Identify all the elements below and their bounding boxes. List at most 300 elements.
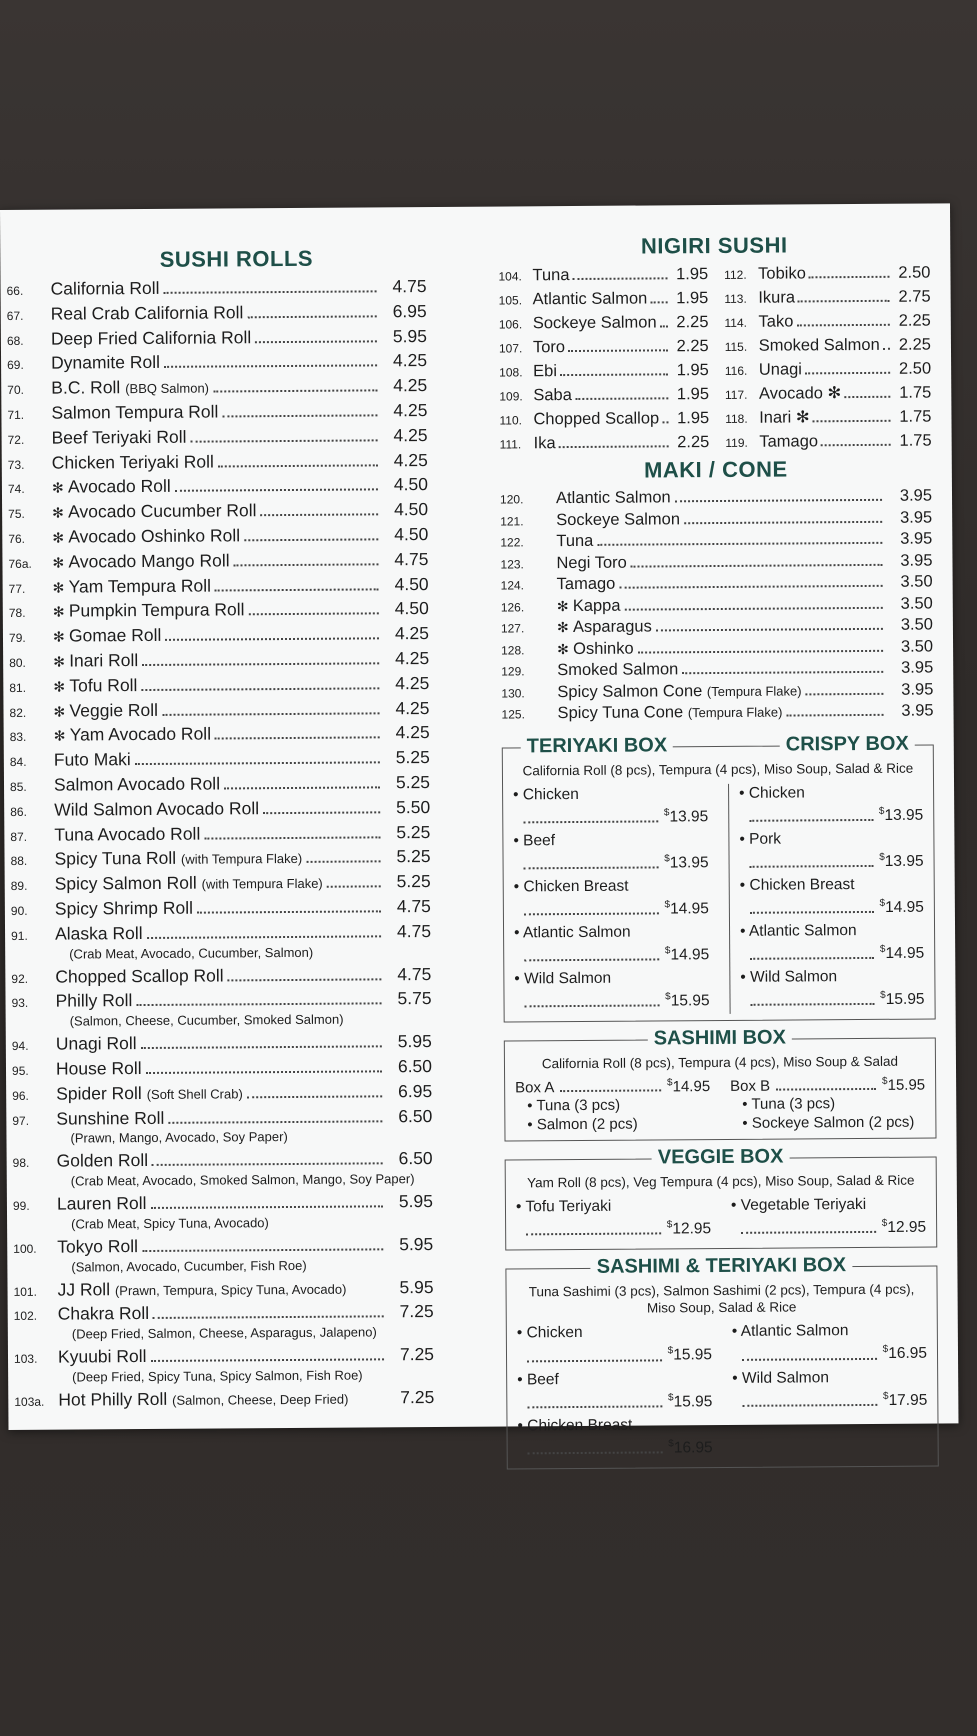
sashimi-teriyaki-box: [505, 1254, 938, 1469]
roll-number: 92.: [11, 971, 29, 986]
roll-number: 84.: [9, 754, 27, 770]
roll-name: Chakra Roll: [57, 1303, 150, 1325]
sushi-rolls-section: [6, 245, 434, 1414]
roll-name-wrap: [50, 277, 159, 301]
dot-leader: [190, 439, 377, 442]
nigiri-item: [499, 287, 709, 312]
roll-number: 93.: [11, 996, 29, 1011]
maki-item: [501, 679, 933, 704]
roll-price: 6.50: [398, 1148, 433, 1169]
roll-number: 89.: [10, 878, 28, 894]
roll-item: [14, 1386, 434, 1414]
nigiri-name: Unagi: [758, 360, 803, 379]
roll-name: Avocado Cucumber Roll: [68, 500, 257, 522]
dot-leader: [786, 714, 883, 717]
roll-price: 6.50: [397, 1055, 433, 1077]
sashimi-box-title: SASHIMI BOX: [648, 1027, 792, 1050]
maki-price: 3.95: [899, 486, 933, 505]
nigiri-name: Tobiko: [758, 264, 806, 283]
box-option: [514, 876, 709, 920]
dot-leader: [147, 935, 381, 939]
roll-name-wrap: [53, 624, 162, 649]
roll-number: 78.: [8, 606, 26, 621]
teriyaki-box-title: TERIYAKI BOX: [521, 734, 674, 758]
roll-name-wrap: [55, 922, 143, 945]
roll-item: [8, 424, 428, 452]
roll-name: Unagi Roll: [55, 1033, 137, 1054]
dot-leader: [638, 649, 883, 653]
nigiri-item: [499, 383, 709, 408]
dot-leader: [798, 300, 890, 303]
dot-leader: [175, 489, 378, 492]
vegetarian-icon: ✻: [53, 653, 65, 670]
roll-price: 4.25: [395, 647, 430, 669]
roll-number: 77.: [8, 581, 26, 596]
roll-price: 5.25: [395, 771, 431, 793]
roll-number: 66.: [6, 283, 24, 298]
dot-leader: [662, 421, 668, 423]
nigiri-item: [724, 286, 930, 311]
maki-item: [501, 657, 933, 682]
roll-number: 83.: [9, 730, 27, 745]
maki-price: 3.50: [900, 615, 933, 634]
roll-price: 5.95: [397, 1031, 432, 1052]
roll-item: [8, 523, 428, 551]
roll-number: 96.: [12, 1088, 29, 1103]
roll-name: Spicy Tuna Roll: [54, 848, 177, 869]
maki-item: [501, 571, 933, 596]
roll-description: (Prawn, Mango, Avocado, Soy Paper): [70, 1129, 288, 1146]
roll-number: 68.: [6, 333, 24, 348]
roll-item: [11, 963, 431, 991]
maki-name-wrap: [557, 616, 652, 637]
nigiri-name: Avocado ✻: [758, 384, 842, 403]
nigiri-number: 110.: [499, 413, 522, 428]
veggie-option: • Tofu Teriyaki $12.95: [515, 1198, 712, 1238]
veggie-box: [505, 1145, 938, 1251]
dot-leader: [675, 499, 882, 502]
dot-leader: [597, 542, 882, 546]
dot-leader: [249, 613, 379, 616]
roll-number: 103.: [13, 1352, 38, 1367]
roll-item: [12, 1080, 432, 1108]
box-b-item: • Sockeye Salmon (2 pcs): [742, 1113, 915, 1133]
roll-name-wrap: [54, 772, 220, 796]
nigiri-title: NIGIRI SUSHI: [640, 232, 788, 259]
roll-name-wrap: [52, 475, 171, 500]
teriyaki-box-options: [513, 784, 710, 1016]
roll-description: (Salmon, Cheese, Cucumber, Smoked Salmon): [69, 1011, 344, 1029]
roll-name: Tokyo Roll: [57, 1235, 139, 1257]
veggie-box-desc: Yam Roll (8 pcs), Veg Tempura (4 pcs), Miso Soup, Salad & Rice: [527, 1172, 915, 1191]
dot-leader: [656, 628, 883, 632]
maki-name: Spicy Tuna Cone: [557, 703, 684, 723]
roll-price: 7.25: [400, 1387, 435, 1408]
box-option: [517, 1322, 712, 1366]
dot-leader: [750, 957, 874, 960]
nigiri-name: Atlantic Salmon: [532, 289, 648, 309]
maki-name-wrap: [557, 659, 678, 680]
nigiri-item: [498, 263, 708, 288]
roll-name-wrap: [58, 1345, 147, 1368]
roll-name: Futo Maki: [53, 749, 131, 770]
roll-item: [11, 987, 431, 1015]
maki-price: 3.50: [900, 636, 934, 656]
nigiri-price: 2.25: [676, 313, 709, 332]
nigiri-item: [499, 359, 709, 384]
box-option-price: 14.95: [885, 898, 924, 916]
dot-leader: [153, 1316, 384, 1320]
roll-name: Kyuubi Roll: [57, 1346, 147, 1367]
roll-name-wrap: [53, 649, 138, 673]
roll-price: 4.50: [393, 474, 428, 495]
vegetarian-icon: ✻: [51, 479, 64, 497]
box-b-price: 15.95: [887, 1076, 926, 1095]
roll-price: 6.95: [392, 300, 427, 322]
box-option: [513, 830, 708, 874]
veggie-box-title: VEGGIE BOX: [652, 1146, 790, 1169]
maki-note: (Tempura Flake): [706, 682, 802, 699]
roll-name: Salmon Avocado Roll: [53, 773, 221, 795]
teriyaki-crispy-box: [502, 732, 936, 1023]
roll-name-wrap: [55, 897, 193, 921]
roll-name: Lauren Roll: [56, 1193, 147, 1214]
nigiri-list: [498, 262, 931, 457]
maki-number: 124.: [500, 578, 525, 593]
currency-symbol: $: [667, 1391, 674, 1403]
roll-number: 76.: [8, 531, 26, 546]
box-option: [732, 1321, 927, 1365]
dot-leader: [560, 373, 668, 376]
roll-price: 4.25: [393, 400, 428, 421]
maki-name: Negi Toro: [556, 553, 627, 572]
roll-name-wrap: [58, 1387, 348, 1414]
roll-number: 71.: [7, 407, 25, 422]
box-option-name: • Beef: [517, 1370, 559, 1389]
roll-note: (with Tempura Flake): [201, 875, 323, 892]
vegetarian-icon: ✻: [52, 529, 65, 546]
maki-name-wrap: [557, 595, 621, 616]
dot-leader: [197, 910, 381, 913]
roll-number: 82.: [9, 705, 27, 720]
roll-name: JJ Roll: [57, 1278, 111, 1300]
box-option: [740, 921, 924, 964]
dot-leader: [575, 397, 668, 400]
roll-price: 5.95: [392, 325, 427, 346]
box-option: [739, 828, 923, 871]
roll-name-wrap: [56, 1032, 137, 1055]
roll-item: [14, 1343, 434, 1371]
nigiri-number: 119.: [725, 435, 748, 450]
roll-name: Avocado Oshinko Roll: [68, 525, 241, 547]
roll-name: Dynamite Roll: [50, 352, 161, 374]
roll-number: 90.: [10, 903, 28, 918]
maki-item: [501, 700, 933, 725]
roll-item: [7, 374, 427, 402]
box-option-name: • Wild Salmon: [514, 969, 612, 988]
right-column: [498, 232, 939, 1470]
roll-name-wrap: [53, 574, 211, 599]
maki-price: 3.95: [900, 550, 933, 570]
box-option-price: 15.95: [673, 1346, 713, 1364]
maki-list: [500, 486, 934, 726]
nigiri-number: 114.: [724, 315, 748, 330]
roll-name-wrap: [53, 674, 137, 698]
roll-name-wrap: [52, 549, 229, 574]
roll-price: 5.95: [399, 1233, 434, 1255]
box-option: [513, 784, 708, 828]
dot-leader: [215, 737, 380, 740]
box-option-name: • Atlantic Salmon: [513, 923, 631, 942]
nigiri-price: 1.75: [899, 431, 932, 450]
roll-name: Pumpkin Tempura Roll: [68, 599, 245, 621]
maki-item: [501, 636, 933, 661]
dot-leader: [527, 1359, 662, 1362]
roll-name-wrap: [52, 425, 187, 449]
roll-price: 4.75: [396, 920, 432, 941]
nigiri-number: 107.: [498, 341, 523, 356]
dot-leader: [572, 277, 667, 280]
roll-name: Alaska Roll: [54, 922, 143, 944]
roll-description: (Deep Fried, Spicy Tuna, Spicy Salmon, Fish Roe): [72, 1367, 363, 1385]
dot-leader: [255, 340, 377, 343]
roll-price: 4.75: [397, 963, 432, 984]
roll-price: 4.25: [394, 623, 430, 644]
dot-leader: [306, 861, 380, 864]
roll-number: 67.: [6, 308, 24, 323]
roll-price: 6.50: [398, 1105, 433, 1126]
dot-leader: [247, 1095, 382, 1098]
roll-name-wrap: [55, 964, 223, 988]
roll-number: 102.: [13, 1309, 38, 1324]
roll-price: 5.25: [396, 846, 431, 867]
nigiri-price: 2.50: [898, 359, 932, 378]
roll-number: 94.: [11, 1038, 29, 1054]
dot-leader: [524, 866, 659, 869]
dot-leader: [213, 390, 377, 393]
roll-name-wrap: [51, 376, 209, 402]
roll-price: 7.25: [399, 1301, 434, 1322]
currency-symbol: $: [879, 851, 885, 863]
roll-item: [7, 325, 427, 353]
roll-number: 79.: [8, 630, 26, 646]
roll-item: [11, 895, 431, 923]
roll-name: Chicken Teriyaki Roll: [51, 451, 214, 473]
box-option: [517, 1369, 712, 1413]
currency-symbol: $: [880, 989, 886, 1001]
roll-name: Veggie Roll: [69, 699, 159, 721]
roll-number: 81.: [9, 680, 27, 695]
box-option-name: • Chicken Breast: [739, 875, 855, 894]
maki-number: 128.: [501, 642, 525, 658]
dot-leader: [136, 1003, 381, 1007]
maki-item: [500, 550, 932, 575]
dot-leader: [165, 638, 379, 641]
roll-item: [14, 1300, 434, 1328]
roll-note: (with Tempura Flake): [180, 851, 303, 868]
roll-price: 4.50: [394, 523, 429, 545]
dot-leader: [228, 978, 382, 981]
sushi-rolls-title: SUSHI ROLLS: [159, 245, 314, 272]
roll-price: 7.25: [399, 1344, 435, 1365]
maki-name: Tuna: [556, 531, 594, 551]
roll-name: Real Crab California Roll: [50, 302, 244, 324]
dot-leader: [813, 420, 891, 423]
dot-leader: [682, 671, 883, 674]
roll-price: 4.25: [395, 722, 430, 743]
nigiri-column-1: [498, 263, 709, 456]
roll-name-wrap: [54, 797, 259, 821]
nigiri-name: Ikura: [758, 288, 796, 307]
roll-name: Yam Tempura Roll: [68, 575, 212, 597]
dot-leader: [821, 444, 891, 446]
nigiri-name: Inari ✻: [759, 408, 810, 427]
box-option-price: 15.95: [670, 992, 710, 1010]
nigiri-price: 1.75: [899, 383, 932, 402]
roll-item: [7, 399, 427, 427]
currency-symbol: $: [667, 1345, 674, 1357]
dot-leader: [660, 325, 668, 327]
maki-number: 125.: [501, 707, 525, 722]
nigiri-item: [499, 311, 709, 336]
nigiri-price: 1.95: [676, 409, 710, 428]
dot-leader: [244, 538, 378, 541]
vegetarian-icon: ✻: [52, 628, 65, 645]
roll-name-wrap: [51, 326, 252, 350]
nigiri-name: Smoked Salmon: [758, 335, 880, 355]
dot-leader: [619, 585, 882, 589]
nigiri-item: [725, 406, 931, 431]
roll-number: 101.: [13, 1284, 37, 1299]
roll-item: [6, 275, 426, 303]
nigiri-number: 109.: [499, 389, 523, 404]
sushi-rolls-list: [6, 275, 434, 1414]
roll-item: [12, 1055, 432, 1083]
maki-name-wrap: [557, 638, 634, 659]
maki-title: MAKI / CONE: [643, 456, 788, 483]
vegetarian-icon: ✻: [556, 619, 569, 636]
maki-number: 122.: [500, 535, 524, 550]
currency-symbol: $: [879, 897, 886, 909]
dot-leader: [150, 1205, 383, 1209]
roll-number: 76a.: [8, 556, 32, 571]
roll-price: 5.25: [396, 871, 431, 892]
roll-number: 85.: [9, 779, 27, 794]
nigiri-price: 1.95: [676, 361, 709, 380]
nigiri-name: Toro: [532, 338, 566, 357]
roll-description: (Crab Meat, Avocado, Cucumber, Salmon): [69, 944, 314, 962]
roll-number: 73.: [7, 457, 25, 472]
nigiri-number: 105.: [498, 293, 523, 308]
roll-name-wrap: [53, 698, 158, 723]
dot-leader: [750, 911, 874, 914]
roll-item: [8, 449, 428, 477]
roll-price: 4.25: [395, 697, 430, 718]
roll-name: Avocado Roll: [67, 476, 171, 497]
dot-leader: [844, 396, 890, 398]
dot-leader: [559, 445, 669, 448]
roll-name: Gomae Roll: [68, 625, 162, 646]
roll-item: [10, 771, 430, 799]
nigiri-name: Ika: [533, 434, 556, 453]
dot-leader: [261, 514, 379, 517]
roll-number: 97.: [12, 1113, 30, 1128]
roll-item: [13, 1190, 433, 1218]
nigiri-item: [725, 334, 931, 359]
roll-name: Avocado Mango Roll: [68, 550, 230, 572]
dot-leader: [684, 520, 882, 523]
roll-item: [7, 300, 427, 328]
maki-name: Oshinko: [573, 639, 634, 658]
maki-number: 126.: [500, 599, 525, 615]
dot-leader: [809, 276, 890, 279]
roll-name-wrap: [52, 524, 240, 549]
roll-price: 6.95: [398, 1080, 433, 1101]
dot-leader: [247, 315, 376, 318]
maki-name: Sockeye Salmon: [556, 509, 681, 529]
roll-name-wrap: [54, 846, 302, 873]
currency-symbol: $: [882, 1344, 889, 1356]
roll-item: [10, 721, 430, 749]
roll-price: 4.75: [392, 276, 427, 297]
maki-name: Tamago: [556, 574, 616, 594]
roll-item: [7, 349, 427, 377]
roll-price: 4.50: [393, 499, 429, 520]
roll-name: Hot Philly Roll: [58, 1388, 168, 1410]
nigiri-name: Ebi: [533, 362, 558, 381]
nigiri-column-2: [724, 262, 932, 455]
roll-note: (Salmon, Cheese, Deep Fried): [172, 1391, 349, 1408]
roll-price: 4.75: [396, 895, 431, 917]
dot-leader: [135, 762, 380, 766]
maki-name: Kappa: [572, 596, 621, 615]
roll-name-wrap: [53, 599, 245, 624]
crispy-box-title: CRISPY BOX: [780, 732, 915, 756]
box-option-name: • Chicken Breast: [517, 1416, 633, 1435]
box-option-price: 16.95: [888, 1345, 928, 1363]
roll-name: Deep Fried California Roll: [50, 326, 252, 349]
nigiri-price: 2.75: [898, 287, 931, 306]
box-option-name: • Beef: [513, 831, 556, 850]
roll-price: 4.25: [393, 375, 428, 396]
nigiri-item: [724, 310, 930, 335]
roll-item: [8, 498, 428, 526]
roll-number: 80.: [9, 655, 26, 670]
roll-name-wrap: [57, 1149, 149, 1172]
vegetarian-icon: ✻: [52, 504, 64, 521]
roll-number: 91.: [11, 928, 28, 943]
dot-leader: [142, 1248, 383, 1252]
roll-number: 75.: [8, 507, 25, 522]
nigiri-name: Chopped Scallop: [533, 409, 660, 429]
vegetarian-icon: ✻: [53, 678, 66, 695]
roll-name: Sunshine Roll: [56, 1107, 165, 1129]
dot-leader: [234, 563, 379, 566]
roll-price: 4.50: [394, 598, 429, 619]
maki-item: [500, 486, 932, 511]
box-option: [514, 968, 709, 1012]
dot-leader: [805, 372, 890, 375]
roll-item: [9, 672, 429, 700]
vegetarian-icon: ✻: [53, 703, 66, 720]
roll-name-wrap: [54, 822, 200, 846]
box-option-price: 14.95: [885, 944, 925, 962]
roll-item: [13, 1147, 433, 1175]
roll-name-wrap: [52, 450, 214, 474]
maki-price: 3.95: [901, 658, 934, 677]
box-option-name: • Atlantic Salmon: [739, 922, 857, 940]
maki-name-wrap: [557, 680, 801, 703]
